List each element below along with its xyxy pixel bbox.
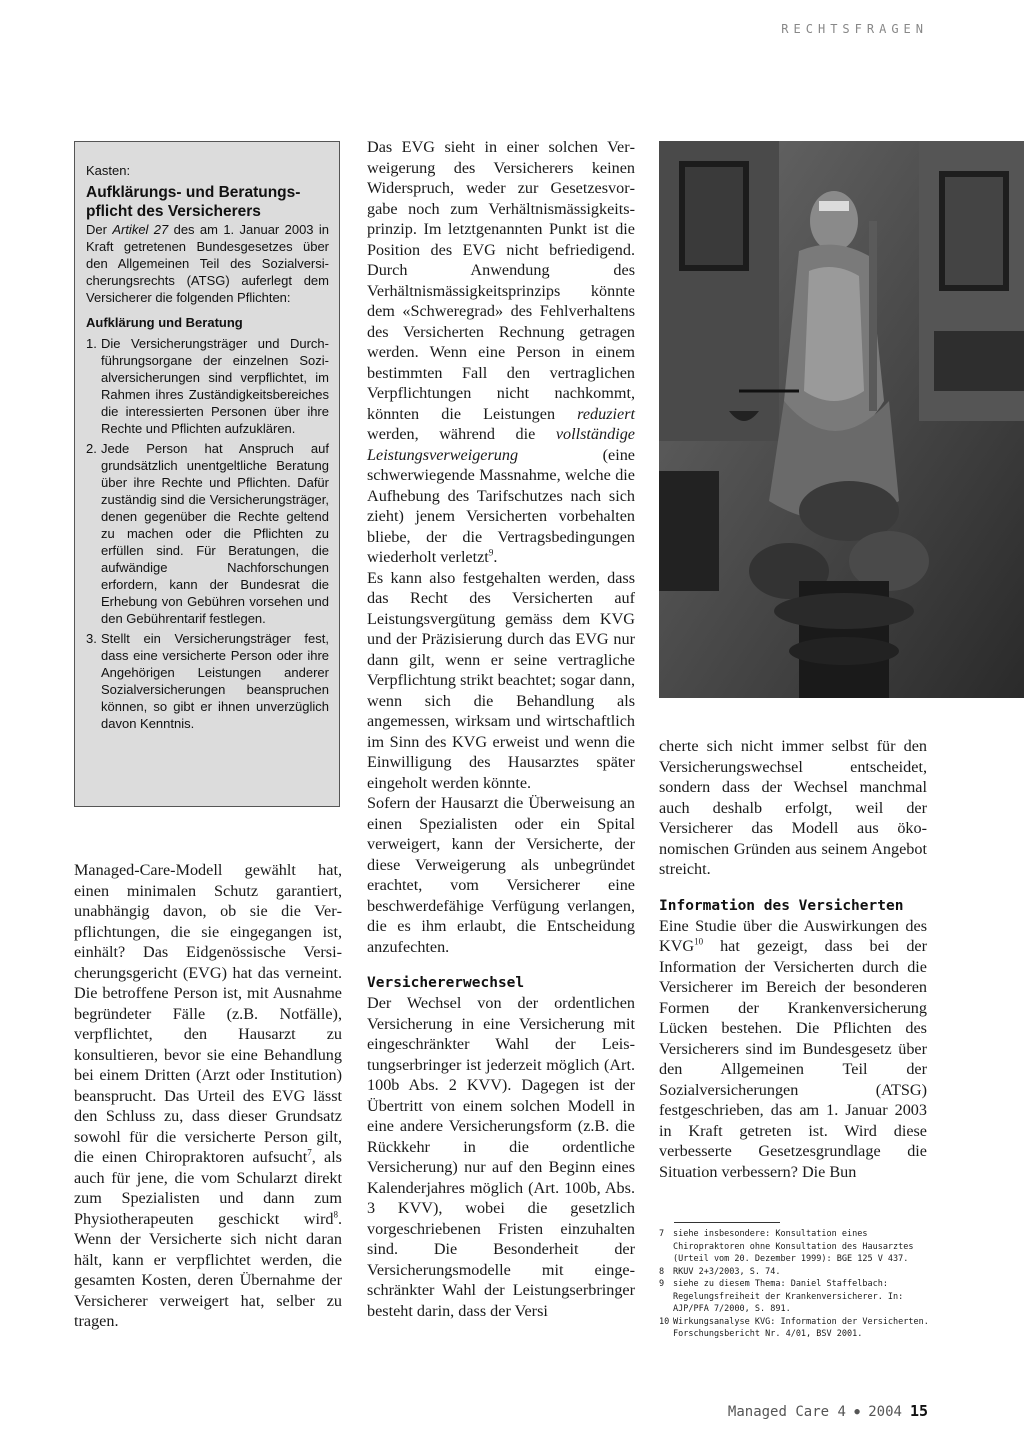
list-item: [86, 440, 329, 627]
paragraph: [74, 860, 342, 1332]
text-run: (eine schwerwiegende Massnahme, welche die Aufhebung des Tarifschutzes nach sich zieht) jenem Versicherten vorbehalten bliebe, der die Vertragsbedingungen wiederholt verletzt: [367, 445, 635, 566]
section-heading: Information des Versicherten: [659, 897, 904, 914]
emphasis: reduziert: [577, 404, 635, 423]
footnote: [659, 1266, 931, 1279]
footnote-number: 9: [659, 1279, 665, 1289]
section-heading: Versichererwechsel: [367, 975, 525, 991]
paragraph: [367, 137, 635, 568]
footnote-text: RKUV 2+3/2003, S. 74.: [673, 1266, 781, 1277]
photo-illustration: [659, 141, 1024, 698]
text-run: hat gezeigt, dass bei der Information der Versicherten durch die Versicherer im Bereich der besonderen Formen der Krankenversicherung Lücken bestehen. Die Pflichten des Versicherers sind im Bundesgesetz über den Allgemeinen Teil der Sozialversicherungen (ATSG) festgeschrieben, das am 1. Januar 2003 in Kraft getreten ist. Wird diese verbesserte Gesetzesgrundlage die Situation verbessern? Die Bun: [659, 937, 927, 1181]
article-column-1: [74, 860, 342, 1332]
footnote-divider: [674, 1222, 780, 1223]
article-column-2: [367, 137, 635, 1321]
box-intro-text: Der: [86, 222, 113, 237]
paragraph: Sofern der Hausarzt die Überweisung an einen Spezialisten oder ein Spital verweigert, kann der Versicherte, der diese Verweigerung als unbegründet erachtet, vom Versicherer eine beschwerdefähige Verfügung verlangen, die es ihm erlaubt, die Entscheidung anzufechten.: [367, 794, 635, 956]
footnote-ref: 10: [694, 936, 704, 947]
footnote-text: siehe zu diesem Thema: Daniel Staffelbach: Regelungsfreiheit der Krankenversicherer. In: AJP/PFA 7/2000, S. 891.: [673, 1279, 904, 1314]
list-text: Die Versicherungsträger und Durchführungsorgane der einzelnen Sozialversicherungen sind verpflichtet, im Rahmen ihres Zuständigkeitsbereiches die interessierten Personen über ihre Rechte und Pflichten aufzuklären.: [101, 336, 329, 436]
box-subhead: Aufklärung und Beratung: [86, 315, 243, 330]
footnote-number: 10: [659, 1316, 670, 1327]
journal-name: Managed Care 4: [727, 1404, 846, 1420]
paragraph: [659, 916, 927, 1183]
issue-year: 2004: [868, 1404, 902, 1420]
footnote-ref: 9: [488, 547, 494, 558]
box-intro-emphasis: Artikel 27: [112, 222, 169, 237]
sidebar-box: [74, 141, 340, 807]
list-item: [86, 630, 329, 732]
footnote-number: 7: [659, 1229, 665, 1239]
list-number: 1.: [86, 336, 97, 351]
bullet-icon: ●: [854, 1407, 860, 1417]
text-run: Managed-Care-Modell gewählt hat, einen minimalen Schutz garantiert, unabhängig davon, ob sie die Verpflichtungen, die sie eingegangen ist, einhält? Das Eidgenössische Versicherungsgericht (EVG) hat das verneint. Die betroffene Person ist, mit Ausnahme begründeter Fälle (z.B. Notfälle), verpflichtet, den Hausarzt zu konsultieren, bevor sie eine Behandlung bei einem Dritten (Arzt oder Institution) beansprucht. Das Urteil des EVG lässt den Schluss zu, dass dieser Grundsatz sowohl für die versicherte Person gilt, die einen Chiropraktoren aufsucht: [74, 861, 342, 1166]
text-run: .: [493, 548, 498, 566]
box-title: Aufklärungs- und Beratungspflicht des Versicherers: [86, 184, 301, 220]
box-kicker: Kasten:: [86, 163, 131, 178]
list-number: 2.: [86, 441, 97, 456]
list-number: 3.: [86, 631, 97, 646]
list-item: [86, 335, 329, 437]
footnote-text: Wirkungsanalyse KVG: Information der Versicherten. Forschungsbericht Nr. 4/01, BSV 2001.: [673, 1316, 929, 1339]
list-text: Stellt ein Versicherungsträger fest, dass eine versicherte Person oder ihre Angehörigen Leistungen anderer Sozialversicherungen beanspruchen können, so gibt er ihnen unverzüglich davon Kenntnis.: [101, 631, 329, 731]
justitia-statue-photo: [659, 141, 1024, 698]
emphasis: vollständige Leistungsverweigerung: [367, 425, 635, 464]
article-column-3: [659, 736, 927, 1182]
footnote: [659, 1316, 931, 1341]
footnotes: [659, 1228, 931, 1341]
footnote: [659, 1278, 931, 1316]
footnote-ref: 7: [307, 1147, 312, 1158]
box-list: [86, 335, 329, 732]
text-run: . Wenn der Versicherte sich nicht daran hält, kann er verpflichtet werden, die gesamten Kosten, deren Übernahme der Versicherer verweigert hat, selber zu tragen.: [74, 1209, 342, 1330]
text-run: , als auch für jene, die vom Schularzt direkt zum Spezialisten und dann zum Physiotherapeuten geschickt wird: [74, 1148, 342, 1228]
section-label: RECHTSFRAGEN: [781, 22, 928, 36]
text-run: Eine Studie über die Auswirkungen des KVG: [659, 916, 927, 955]
footnote-number: 8: [659, 1266, 665, 1277]
text-run: werden, während die: [367, 425, 556, 443]
paragraph: Der Wechsel von der ordentlichen Versicherung in eine Versicherung mit eingeschränkter Wahl der Leistungserbringer ist jederzeit möglich (Art. 100b Abs. 2 KVV). Dagegen ist der Übertritt von einem solchen Modell in eine andere Versicherungsform (z.B. die Rückkehr in die ordentliche Versicherung) nur auf den Beginn eines Kalenderjahres möglich (Art. 100b, Abs. 3 KVV), wobei die gesetzlich vorgeschriebenen Fristen einzuhalten sind. Die Besonderheit der Versicherungsmodelle mit eingeschränkter Wahl der Leistungserbringer besteht darin, dass der Versi: [367, 994, 635, 1320]
text-run: Das EVG sieht in einer solchen Verweigerung des Versicherers keinen Widerspruch, weder zur Gesetzesvorgabe noch zum Verhältnismässigkeitsprinzip. Im letztgenannten Punkt ist die Position des EVG nicht befriedigend. Durch Anwendung des Verhältnismässigkeitsprinzips könnte dem «Schweregrad» des Fehlverhaltens des Versicherten Rechnung getragen werden. Wenn eine Person in einem bestimmten Fall den vertraglichen Verpflichtungen nicht nachkommt, könnten die Leistungen: [367, 138, 635, 423]
paragraph: Es kann also festgehalten werden, dass das Recht des Versicherten auf Leistungsvergütung gemäss dem KVG und der Präzisierung durch das EVG nur dann gilt, wenn er seine vertragliche Verpflichtung strikt beachtet; sogar dann, wenn sich die Behandlung als angemessen, wirksam und wirtschaftlich im Sinn des KVG erweist und wenn die Einwilligung des Hausarztes später eingeholt werden könnte.: [367, 568, 635, 792]
footnote-text: siehe insbesondere: Konsultation eines Chiropraktoren ohne Konsultation des Hausarztes (Urteil vom 20. Dezember 1999): BGE 125 V 437.: [673, 1229, 914, 1264]
paragraph: cherte sich nicht immer selbst für den Versicherungswechsel entscheidet, sondern dass der Wechsel manchmal auch deshalb erfolgt, weil der Versicherer das Modell aus ökonomischen Gründen aus seinem Angebot streicht.: [659, 737, 927, 878]
box-intro: [86, 221, 329, 306]
box-intro-text-2: des am 1. Januar 2003 in Kraft getretenen Bundesgesetzes über den Allgemeinen Teil des Sozialversicherungsrechts (ATSG) auferlegt dem Versicherer die folgenden Pflichten:: [86, 222, 329, 305]
page-number: 15: [909, 1402, 928, 1420]
page-footer: [728, 1402, 928, 1420]
footnote-ref: 8: [333, 1209, 338, 1220]
list-text: Jede Person hat Anspruch auf grundsätzlich unentgeltliche Beratung über ihre Rechte und Pflichten. Dafür zuständig sind die Versicherungsträger, denen gegenüber die Rechte geltend zu machen oder die Pflichten zu erfüllen sind. Für Beratungen, die aufwändige Nachforschungen erfordern, kann der Bundesrat die Erhebung von Gebühren vorsehen und den Gebührentarif festlegen.: [101, 441, 329, 626]
footnote: [659, 1228, 931, 1266]
